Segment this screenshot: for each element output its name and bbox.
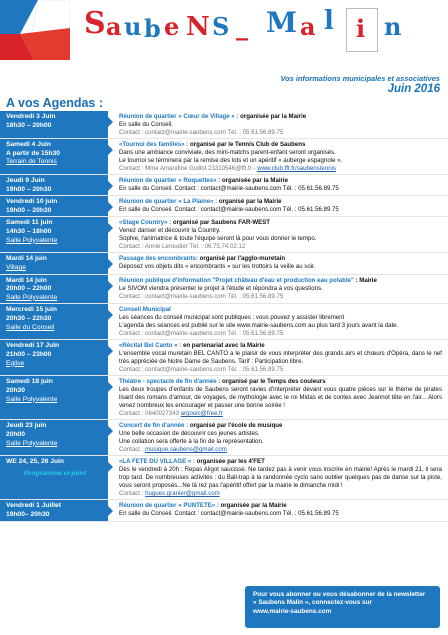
event-organizer: : Mairie	[353, 276, 377, 284]
event-details	[108, 420, 448, 455]
logo-letter: N	[186, 12, 210, 42]
event-organizer: organisé par l'école de musique	[188, 422, 283, 430]
event-description: Le tournoi se terminera par la remise des lots et un apéritif « auberge espagnole ».	[119, 157, 343, 164]
event-date-cell	[0, 196, 108, 216]
event-location: Salle Polyvalente	[6, 395, 58, 403]
event-row	[0, 275, 448, 305]
event-date-cell	[0, 304, 108, 339]
event-contact: Contact :	[119, 490, 146, 498]
event-description: Dès le vendredi à 20h : Repas Aligot saucisse. Ne tardez pas à venir vous inscrire en mairie! Après le mardi 21, il sera trop tard. De nombreuses activités : du Ball-trap à la randonnée cyclo sans oublier quelques pas de danse sur la piste, vous seront proposés...Ne tâ rez pas l'apéritif offert par la mairie le dimanche midi !	[119, 466, 442, 490]
event-contact-link[interactable]: hugues.granier@gmail.com	[145, 490, 220, 498]
logo-letter: n	[384, 12, 402, 41]
event-date-cell	[0, 217, 108, 252]
event-contact-link[interactable]: www.club.fft.fr/saubenstennis	[257, 165, 336, 172]
header	[0, 0, 448, 83]
event-title: «LA FETE DU VILLAGE » :	[119, 458, 195, 466]
event-title: «Tournoi des familles» :	[119, 141, 189, 148]
newsletter-box	[245, 586, 440, 628]
event-time: 20h30	[6, 386, 25, 394]
event-description: En salle du Conseil. Contact : contact@mairie-saubens.com Tél. : 05.61.56.89.75	[119, 185, 339, 192]
event-description: Une collation sera offerte à la fin de la représentation.	[119, 438, 264, 446]
event-description: Sophie, l'animatrice & toute l'équipe seront là pour vous donner le tempo.	[119, 235, 317, 243]
event-contact: Contact : contact@mairie-saubens.com Tél. : 05.61.56.89.75	[119, 366, 284, 374]
event-date-cell	[0, 456, 108, 499]
event-time: 20h00 – 22h00	[6, 285, 52, 293]
event-time: 19h00 – 20h30	[6, 185, 52, 193]
logo	[84, 6, 440, 58]
event-organizer: organisé par le Tennis Club de Saubens	[188, 141, 306, 148]
event-details	[108, 376, 448, 419]
logo-letter: b	[144, 14, 161, 43]
event-description: En salle du Conseil. Contact : contact@mairie-saubens.com Tél. : 05.61.56.89.75	[119, 206, 339, 214]
event-contact-link[interactable]: argoulc@free.fr	[180, 410, 223, 418]
logo-letter: _	[236, 12, 248, 41]
event-time: A partir de 15h30	[6, 149, 61, 157]
section-title: A vos Agendas :	[6, 96, 104, 110]
event-details	[108, 196, 448, 216]
event-details	[108, 500, 448, 520]
event-day: Vendredi 17 Juin	[6, 342, 60, 350]
event-title: Réunion publique d'information "Projet château d'eau et production eau potable"	[119, 276, 354, 284]
event-contact: Contact : Mme Amandine Guillot 23310546@fft.fr -	[119, 165, 258, 172]
event-row	[0, 304, 448, 340]
event-organizer: organisée par la Mairie	[220, 177, 288, 184]
event-organizer: organisé par le Temps des couleurs	[220, 378, 326, 386]
event-day: Mardi 14 juin	[6, 255, 47, 263]
logo-letter: a	[300, 12, 316, 41]
event-location: Salle du Conseil	[6, 323, 55, 331]
event-contact: Contact : 0640027343	[119, 410, 181, 418]
event-location: Salle Polyvalente	[6, 236, 58, 244]
event-day: Jeudi 9 Juin	[6, 177, 45, 184]
event-location: Village	[6, 263, 26, 271]
event-contact: Contact : contact@mairie-saubens.com Tél. : 05.61.56.89.75	[119, 129, 284, 136]
logo-letter: S	[84, 6, 106, 41]
event-details	[108, 275, 448, 304]
logo-letter: M	[266, 6, 297, 39]
event-day: Vendredi 1 Juillet	[6, 502, 62, 510]
event-contact: Contact : Annie Leroudier Tél. : 06.75.74.02.12	[119, 243, 246, 251]
event-details	[108, 304, 448, 339]
event-day: Samedi 18 juin	[6, 378, 53, 386]
event-organizer: organisée par les 4'FET	[194, 458, 265, 466]
event-day: Mardi 14 juin	[6, 276, 47, 284]
event-contact: Contact :	[119, 446, 146, 454]
logo-letter: a	[106, 12, 122, 41]
event-title: Réunion de quartier « Cœur de Village » :	[119, 113, 239, 120]
event-row	[0, 139, 448, 175]
event-day: Jeudi 23 juin	[6, 422, 47, 430]
logo-letter: e	[164, 12, 180, 41]
event-description: En salle du Conseil. Contact : contact@mairie-saubens.com Tél. : 05.61.56.89.75	[119, 510, 339, 518]
event-location: Salle Polyvalente	[6, 293, 58, 301]
flag-graphic	[0, 0, 70, 60]
event-organizer: en partenariat avec la Mairie	[181, 342, 265, 350]
event-contact-link[interactable]: musique.saubens@gmail.com	[145, 446, 227, 454]
event-details	[108, 340, 448, 375]
event-contact: Contact : contact@mairie-saubens.com Tél. : 05.61.56.89.75	[119, 330, 284, 338]
event-organizer: organisée par la Mairie	[238, 113, 307, 120]
event-day: Mercredi 15 juin	[6, 306, 57, 314]
event-date-cell	[0, 376, 108, 419]
program-note: Programme ci-joint	[24, 469, 86, 477]
logo-letter: i	[356, 14, 366, 43]
event-title: Passage des encombrants:	[119, 255, 198, 263]
event-row	[0, 456, 448, 500]
event-day: WE 24, 25, 26 Juin	[6, 458, 64, 466]
tagline: Vos informations municipales et associatives	[280, 74, 440, 83]
event-date-cell	[0, 175, 108, 195]
event-date-cell	[0, 139, 108, 174]
event-row	[0, 340, 448, 376]
events-list	[0, 111, 448, 522]
event-description: Venez danser et découvrir la Country.	[119, 227, 221, 235]
logo-letter: l	[324, 6, 334, 36]
event-time: 20h30 – 22h30	[6, 314, 52, 322]
event-organizer: organisé par la Mairie	[217, 198, 282, 206]
issue-date: Juin 2016	[387, 83, 440, 95]
event-organizer: organisé par l'agglo-muretain	[197, 255, 286, 263]
event-date-cell	[0, 500, 108, 520]
event-location: Salle Polyvalente	[6, 439, 58, 447]
event-title: Réunion de quartier « Roquettes» :	[119, 177, 221, 184]
event-title: Réunion de quartier « La Plaine» :	[119, 198, 218, 206]
event-time: 19h00 – 20h30	[6, 206, 52, 214]
event-details	[108, 217, 448, 252]
event-title: Théâtre - spectacle de fin d'année :	[119, 378, 221, 386]
event-details	[108, 139, 448, 174]
event-contact: Contact : contact@mairie-saubens.com Tél. : 05.61.56.89.75	[119, 292, 284, 300]
event-date-cell	[0, 340, 108, 375]
event-details	[108, 456, 448, 499]
event-row	[0, 376, 448, 420]
event-title: «Stage Country» :	[119, 219, 172, 227]
event-row	[0, 111, 448, 139]
event-details	[108, 111, 448, 138]
event-title: «Récital Bel Canto » :	[119, 342, 182, 350]
event-time: 21h00 – 23h00	[6, 350, 52, 358]
event-time: 20h00	[6, 430, 25, 438]
event-details	[108, 175, 448, 195]
event-organizer: organisée par la Mairie	[218, 502, 287, 510]
event-row	[0, 420, 448, 456]
event-date-cell	[0, 111, 108, 138]
event-day: Samedi 11 juin	[6, 219, 53, 227]
logo-letter: u	[124, 12, 142, 41]
event-row	[0, 500, 448, 521]
newsletter-text: Pour vous abonner ou vous désabonner de la newsletter	[253, 591, 426, 598]
event-location: Terrain de Tennis	[6, 158, 57, 166]
event-day: Vendredi 3 Juin	[6, 113, 56, 120]
event-day: Vendredi 10 juin	[6, 198, 58, 206]
event-description: Dans une ambiance conviviale, des mini-matchs parent-enfant seront organisés.	[119, 149, 336, 156]
event-description: L'agenda des séances est publié sur le site www.mairie-saubens.com au plus tard 3 jours avant la date.	[119, 322, 399, 330]
event-time: 18h30 – 20h00	[6, 121, 52, 129]
event-day: Samedi 4 Juin	[6, 141, 51, 148]
event-location: Eglise	[6, 359, 25, 367]
event-description: Les deux troupes d'enfants de Saubens seront ravies d'interpréter devant vous quatre pièces sur le thème de pirates lisant des romans d'amour, de voyages, de mythologie avec le roi Midas et de contes avec Jeannot tête en l'air... Alors venez nombreux les encourager et passer une bonne soirée !	[119, 386, 442, 410]
event-description: En salle du Conseil.	[119, 121, 173, 128]
event-title: Réunion de quartier « PUNTETE» :	[119, 502, 219, 510]
event-date-cell	[0, 253, 108, 273]
event-description: Déposez vos objets dits « encombrants » sur les trottoirs la veille au soir.	[119, 263, 316, 271]
event-organizer: organisé par Saubens FAR-WEST	[171, 219, 271, 227]
logo-letter: S	[212, 12, 230, 41]
event-time: 14h30 – 18h00	[6, 227, 52, 235]
event-row	[0, 217, 448, 253]
event-description: Une belle occasion de découvrir ces jeunes artistes.	[119, 430, 260, 438]
newsletter-link[interactable]: www.mairie-saubens.com	[253, 607, 332, 615]
event-description: L'ensemble vocal muretain BEL CANTO a le plaisir de vous interpréter des grands airs et chœurs d'Opéra, dans le nef très appréciée de Notre Dame de Saubens. Tarif : Participation libre.	[119, 350, 442, 366]
event-time: 19h00– 20h30	[6, 510, 50, 518]
event-date-cell	[0, 275, 108, 304]
event-date-cell	[0, 420, 108, 455]
event-description: Les séances du conseil municipal sont publiques : vous pouvez y assister librement	[119, 314, 345, 322]
event-description: Le SIVOM viendra présenter le projet à l'étude et répondra à vos questions.	[119, 284, 323, 292]
event-details	[108, 253, 448, 273]
event-title: Concert de fin d'année :	[119, 422, 189, 430]
event-title: Conseil Municipal	[119, 306, 171, 314]
event-row	[0, 196, 448, 217]
event-row	[0, 175, 448, 196]
event-row	[0, 253, 448, 274]
newsletter-text: « Saubens Malin », connectez-vous sur	[253, 599, 372, 607]
